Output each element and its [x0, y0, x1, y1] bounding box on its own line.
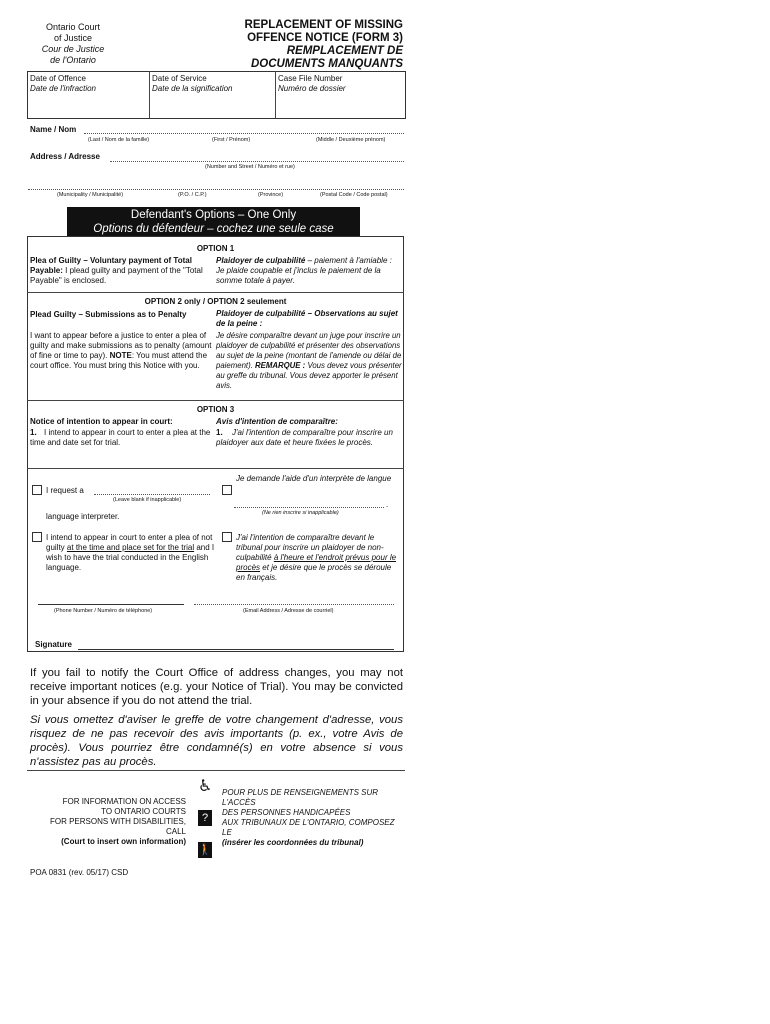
not-guilty-fr-checkbox[interactable]	[222, 532, 232, 542]
wheelchair-icon: ♿	[198, 778, 213, 795]
option2-fr[interactable]	[216, 331, 402, 391]
title-en-1: REPLACEMENT OF MISSING	[244, 19, 403, 31]
access-fr-3: DES PERSONNES HANDICAPÉES	[222, 808, 351, 817]
option2-en-title: Plead Guilty – Submissions as to Penalty	[30, 310, 187, 319]
notice-en: If you fail to notify the Court Office of address changes, you may not receive important notices (e.g. your Notice of Trial). You may be convicted in your absence if you do not attend the trial.	[30, 667, 403, 707]
option1-en[interactable]	[30, 256, 212, 286]
option2-fr-text: Je désire comparaître devant un juge pour inscrire un plaidoyer de culpabilité et présenter des observations au sujet de la peine (montant de l'amende ou délai de paiement).	[216, 331, 402, 370]
access-info-fr	[222, 788, 400, 848]
name-last-hint: (Last / Nom de la famille)	[88, 137, 150, 143]
option3-en-title: Notice of intention to appear in court:	[30, 417, 173, 426]
case-number-label-fr: Numéro de dossier	[278, 84, 346, 93]
offence-date-label: Date of Offence	[30, 74, 86, 83]
access-fr-1: POUR PLUS DE RENSEIGNEMENTS SUR	[222, 788, 379, 797]
option1-heading: OPTION 1	[196, 244, 235, 253]
service-date-label: Date of Service	[152, 74, 207, 83]
option3-en-num: 1.	[30, 428, 37, 437]
province-hint: (Province)	[258, 192, 284, 198]
interpreter-en-after: language interpreter.	[46, 512, 120, 521]
case-number-label: Case File Number	[278, 74, 343, 83]
access-fr-4: AUX TRIBUNAUX DE L'ONTARIO, COMPOSEZ	[222, 818, 395, 827]
name-input[interactable]	[84, 124, 404, 134]
not-guilty-fr-post: et je désire que le procès se déroule en français.	[236, 563, 392, 582]
access-fr-5: LE	[222, 828, 232, 837]
not-guilty-en-checkbox[interactable]	[32, 532, 42, 542]
phone-hint: (Phone Number / Numéro de téléphone)	[54, 608, 153, 614]
phone-input[interactable]	[38, 596, 184, 605]
option2-fr-note-label: REMARQUE :	[255, 361, 306, 370]
option3-en[interactable]	[30, 428, 212, 448]
court-fr-2: de l'Ontario	[50, 55, 96, 65]
address-city-input[interactable]	[28, 182, 404, 190]
title-fr-2: DOCUMENTS MANQUANTS	[250, 58, 403, 70]
option1-en-title: Plea of Guilty – Voluntary payment of Total Payable:	[30, 256, 192, 275]
address-street-input[interactable]	[110, 152, 404, 162]
case-number-field[interactable]	[278, 74, 402, 94]
signature-label: Signature	[35, 640, 72, 649]
service-date-field[interactable]	[152, 74, 274, 94]
interpreter-en-checkbox[interactable]	[32, 485, 42, 495]
options-header-fr: Options du défendeur – cochez une seule case	[93, 223, 334, 235]
option2-en-text: I want to appear before a justice to enter a plea of guilty and make submissions as to penalty (amount of fine or time to pay).	[30, 331, 212, 360]
hearing-icon: ?	[198, 810, 212, 826]
interpreter-fr-checkbox[interactable]	[222, 485, 232, 495]
access-en-3: FOR PERSONS WITH DISABILITIES, CALL	[49, 817, 186, 836]
access-en-1: FOR INFORMATION ON ACCESS	[62, 797, 186, 806]
option2-fr-title: Plaidoyer de culpabilité – Observations au sujet de la peine :	[216, 309, 398, 328]
option1-fr-title: Plaidoyer de culpabilité	[216, 256, 306, 265]
option2-en-note: You must attend the court office. You must bring this Notice with you.	[30, 351, 208, 370]
access-fr-2: L'ACCÈS	[222, 798, 256, 807]
not-guilty-fr-underlined: à l'heure et l'endroit prévus pour le procès	[236, 553, 397, 572]
interpreter-language-fr-input[interactable]	[234, 500, 384, 508]
access-en-4: (Court to insert own information)	[61, 837, 186, 846]
signature-input[interactable]	[78, 641, 394, 650]
option3-fr-text: J'ai l'intention de comparaître pour inscrire un plaidoyer aux date et heure fixées le procès.	[216, 428, 393, 447]
option2-fr-note: Vous devez vous présenter au greffe du tribunal. Vous devez apporter le présent avis.	[216, 361, 402, 390]
option2-heading: OPTION 2 only / OPTION 2 seulement	[144, 297, 287, 306]
option3-fr-title: Avis d'intention de comparaître:	[216, 417, 338, 426]
interpreter-en-label: I request a	[46, 486, 84, 495]
court-en-2: of Justice	[53, 33, 93, 43]
options-header	[67, 207, 360, 237]
name-first-hint: (First / Prénom)	[212, 137, 251, 143]
interpreter-language-en-input[interactable]	[94, 485, 210, 495]
access-en-2: TO ONTARIO COURTS	[101, 807, 186, 816]
email-input[interactable]	[194, 596, 394, 605]
option2-en[interactable]: I want to appear before a justice to enter a plea of guilty and make submissions as to penalty (amount of fine or time to pay). NOTE: You must attend the court office. You must bring this Notice with you.	[30, 331, 212, 370]
not-guilty-en[interactable]	[46, 533, 216, 573]
municipality-hint: (Municipality / Municipalité)	[57, 192, 124, 198]
option1-fr-text: – paiement à l'amiable : Je plaide coupable et j'inclus le paiement de la somme totale à payer.	[216, 256, 392, 285]
option1-en-text: I plead guilty and payment of the "Total Payable" is enclosed.	[30, 266, 203, 285]
interpreter-en-hint: (Leave blank if inapplicable)	[113, 497, 182, 503]
offence-date-label-fr: Date de l'infraction	[30, 84, 97, 93]
form-number: POA 0831 (rev. 05/17) CSD	[30, 868, 129, 877]
court-en-1: Ontario Court	[45, 22, 101, 32]
title-fr-1: REMPLACEMENT DE	[286, 45, 403, 57]
options-header-en: Defendant's Options – One Only	[130, 209, 297, 221]
option3-fr[interactable]	[216, 428, 402, 448]
court-name	[28, 22, 118, 66]
option3-en-text: I intend to appear in court to enter a plea at the time and date set for trial.	[30, 428, 211, 447]
court-fr-1: Cour de Justice	[41, 44, 105, 54]
access-fr-6: (insérer les coordonnées du tribunal)	[222, 838, 364, 847]
name-middle-hint: (Middle / Deuxième prénom)	[316, 137, 386, 143]
not-guilty-fr[interactable]	[236, 533, 401, 583]
option3-fr-num: 1.	[216, 428, 223, 437]
address-street-hint: (Number and Street / Numéro et rue)	[205, 164, 295, 170]
service-date-label-fr: Date de la signification	[152, 84, 233, 93]
not-guilty-fr-pre: J'ai l'intention de comparaître devant le tribunal pour inscrire un plaidoyer de non-culpabilité	[236, 533, 384, 562]
option2-en-note-label: NOTE	[109, 351, 132, 360]
access-info-en	[30, 797, 186, 847]
not-guilty-en-post: and I wish to have the trial conducted in the English language.	[46, 543, 215, 572]
interpreter-fr-hint: (Ne rien inscrire si inapplicable)	[262, 510, 339, 516]
not-guilty-en-pre: I intend to appear in court to enter a plea of not guilty	[46, 533, 213, 552]
interpreter-fr-label: Je demande l'aide d'un interprète de langue	[236, 474, 392, 483]
offence-date-field[interactable]	[30, 74, 148, 94]
name-label: Name / Nom	[30, 125, 77, 134]
form-title	[200, 19, 403, 71]
address-label: Address / Adresse	[30, 152, 100, 161]
postal-hint: (Postal Code / Code postal)	[320, 192, 388, 198]
title-en-2: OFFENCE NOTICE (FORM 3)	[247, 32, 403, 44]
email-hint: (Email Address / Adresse de courriel)	[243, 608, 334, 614]
option3-heading: OPTION 3	[196, 405, 235, 414]
blind-person-icon: 🚶	[198, 844, 212, 856]
not-guilty-en-underlined: at the time and place set for the trial	[66, 543, 195, 552]
po-hint: (P.O. / C.P.)	[178, 192, 207, 198]
notice-fr: Si vous omettez d'aviser le greffe de votre changement d'adresse, vous risquez de ne pas recevoir des avis importants (p. ex., votre Avis de procès). Vous pourriez être condamné(s) en votre absence si vous n'assistez pas au procès.	[30, 714, 403, 768]
option1-fr[interactable]	[216, 256, 401, 286]
